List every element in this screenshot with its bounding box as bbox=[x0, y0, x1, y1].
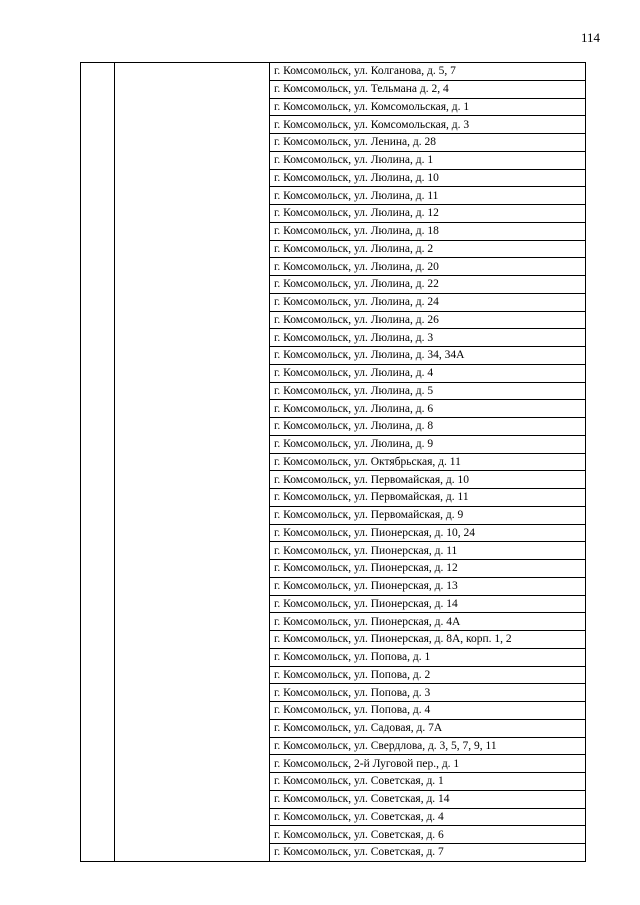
address-cell: г. Комсомольск, ул. Люлина, д. 20 bbox=[270, 258, 585, 276]
address-cell: г. Комсомольск, ул. Люлина, д. 8 bbox=[270, 418, 585, 436]
address-cell: г. Комсомольск, ул. Люлина, д. 9 bbox=[270, 436, 585, 454]
address-cell: г. Комсомольск, ул. Пионерская, д. 13 bbox=[270, 578, 585, 596]
address-cell: г. Комсомольск, ул. Попова, д. 4 bbox=[270, 702, 585, 720]
address-cell: г. Комсомольск, ул. Люлина, д. 18 bbox=[270, 223, 585, 241]
address-cell: г. Комсомольск, ул. Пионерская, д. 14 bbox=[270, 596, 585, 614]
address-cell: г. Комсомольск, ул. Тельмана д. 2, 4 bbox=[270, 81, 585, 99]
address-cell: г. Комсомольск, ул. Люлина, д. 12 bbox=[270, 205, 585, 223]
page-number: 114 bbox=[580, 30, 600, 45]
address-cell: г. Комсомольск, ул. Пионерская, д. 8А, корп. 1, 2 bbox=[270, 631, 585, 649]
address-cell: г. Комсомольск, ул. Советская, д. 7 bbox=[274, 846, 444, 859]
address-cell: г. Комсомольск, ул. Садовая, д. 7А bbox=[270, 720, 585, 738]
address-table bbox=[80, 62, 586, 862]
address-cell: г. Комсомольск, ул. Люлина, д. 1 bbox=[270, 152, 585, 170]
address-cell: г. Комсомольск, ул. Люлина, д. 34, 34А bbox=[270, 347, 585, 365]
address-cell: г. Комсомольск, ул. Пионерская, д. 10, 24 bbox=[270, 525, 585, 543]
address-cell: г. Комсомольск, ул. Первомайская, д. 11 bbox=[270, 489, 585, 507]
address-cell: г. Комсомольск, ул. Люлина, д. 26 bbox=[270, 312, 585, 330]
address-cell: г. Комсомольск, ул. Люлина, д. 11 bbox=[270, 187, 585, 205]
address-cell: г. Комсомольск, ул. Первомайская, д. 10 bbox=[270, 471, 585, 489]
address-cell: г. Комсомольск, ул. Пионерская, д. 12 bbox=[270, 560, 585, 578]
address-cell: г. Комсомольск, ул. Ленина, д. 28 bbox=[270, 134, 585, 152]
address-cell: г. Комсомольск, ул. Советская, д. 4 bbox=[270, 809, 585, 827]
address-cell: г. Комсомольск, ул. Люлина, д. 10 bbox=[270, 170, 585, 188]
address-cell: г. Комсомольск, ул. Свердлова, д. 3, 5, 7, 9, 11 bbox=[270, 738, 585, 756]
number-column bbox=[81, 63, 115, 861]
address-cell: г. Комсомольск, ул. Люлина, д. 6 bbox=[270, 400, 585, 418]
address-cell: г. Комсомольск, ул. Комсомольская, д. 3 bbox=[270, 116, 585, 134]
address-cell: г. Комсомольск, ул. Люлина, д. 24 bbox=[270, 294, 585, 312]
address-cell: г. Комсомольск, ул. Комсомольская, д. 1 bbox=[270, 99, 585, 117]
address-cell: г. Комсомольск, ул. Октябрьская, д. 11 bbox=[270, 454, 585, 472]
address-cell: г. Комсомольск, ул. Люлина, д. 22 bbox=[270, 276, 585, 294]
address-cell: г. Комсомольск, ул. Люлина, д. 4 bbox=[270, 365, 585, 383]
address-cell: г. Комсомольск, ул. Пионерская, д. 4А bbox=[270, 613, 585, 631]
address-cell: г. Комсомольск, 2-й Луговой пер., д. 1 bbox=[270, 755, 585, 773]
address-cell: г. Комсомольск, ул. Советская, д. 1 bbox=[270, 773, 585, 791]
address-cell: г. Комсомольск, ул. Люлина, д. 5 bbox=[270, 383, 585, 401]
name-column bbox=[115, 63, 270, 861]
address-cell: г. Комсомольск, ул. Советская, д. 6 bbox=[270, 826, 585, 844]
address-cell: г. Комсомольск, ул. Советская, д. 14 bbox=[270, 791, 585, 809]
address-cell: г. Комсомольск, ул. Попова, д. 2 bbox=[270, 667, 585, 685]
address-cell: г. Комсомольск, ул. Люлина, д. 3 bbox=[270, 329, 585, 347]
address-cell: г. Комсомольск, ул. Первомайская, д. 9 bbox=[270, 507, 585, 525]
address-cell: г. Комсомольск, ул. Люлина, д. 2 bbox=[270, 241, 585, 259]
address-cell: г. Комсомольск, ул. Попова, д. 1 bbox=[270, 649, 585, 667]
address-cell: г. Комсомольск, ул. Пионерская, д. 11 bbox=[270, 542, 585, 560]
address-column bbox=[270, 63, 585, 861]
address-cell: г. Комсомольск, ул. Колганова, д. 5, 7 bbox=[270, 63, 585, 81]
address-cell: г. Комсомольск, ул. Попова, д. 3 bbox=[270, 684, 585, 702]
